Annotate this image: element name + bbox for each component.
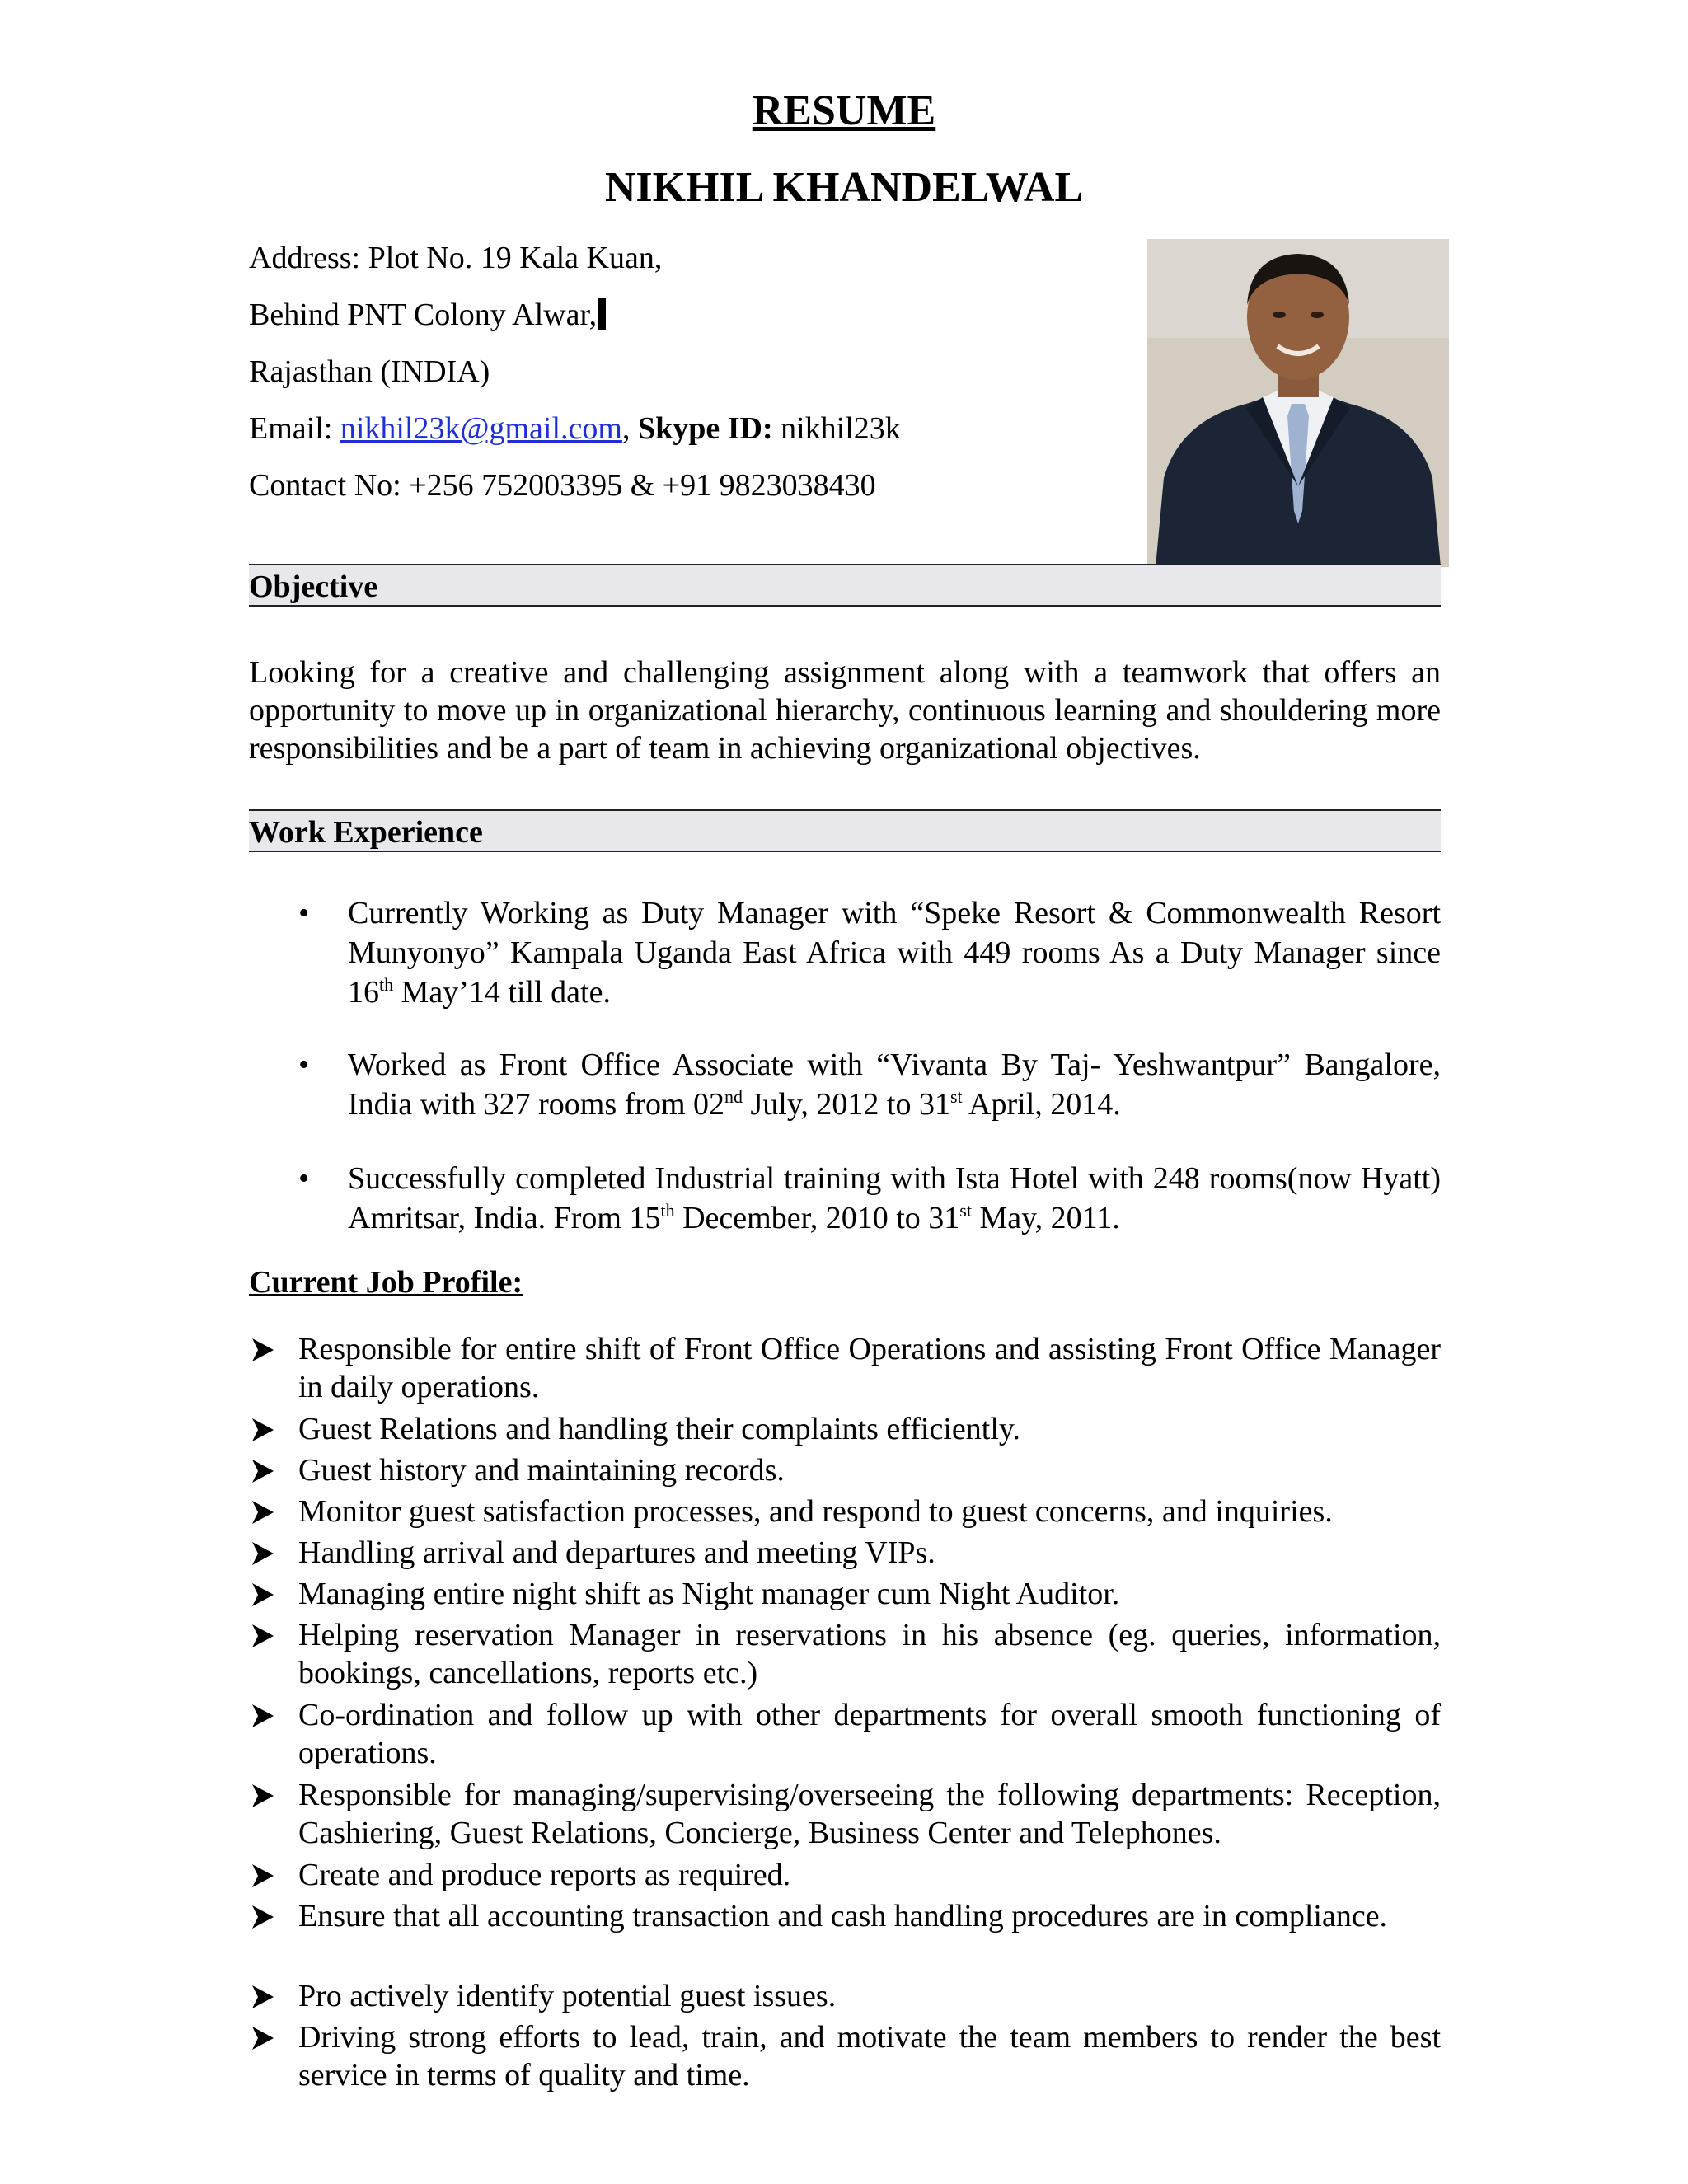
bullet-dot-icon: •: [298, 1161, 310, 1196]
arrowhead-bullet-icon: [249, 1696, 282, 1736]
text-cursor-mark: [598, 298, 606, 330]
profile-photo: [1147, 239, 1449, 567]
current-job-profile-heading: Current Job Profile:: [249, 1265, 523, 1300]
skype-id: nikhil23k: [772, 411, 901, 446]
work-experience-text: [348, 1159, 1441, 1238]
arrowhead-bullet-icon: [249, 1575, 282, 1615]
work-text-part: Worked as Front Office Associate with “Vivanta By Taj- Yeshwantpur” Bangalore, India with 327 rooms from 02: [348, 1047, 1441, 1122]
arrowhead-bullet-icon: [249, 1493, 282, 1532]
skype-label: Skype ID:: [637, 411, 773, 446]
arrowhead-bullet-icon: [249, 1330, 282, 1370]
portrait-image: [1147, 239, 1449, 567]
work-text-part: Successfully completed Industrial training with Ista Hotel with 248 rooms(now Hyatt) Amritsar, India. From 15: [348, 1161, 1441, 1235]
arrowhead-bullet-icon: [249, 2018, 282, 2058]
bullet-dot-icon: •: [298, 1047, 310, 1082]
job-profile-text: Guest history and maintaining records.: [298, 1453, 785, 1488]
document-title: RESUME: [752, 87, 936, 134]
ordinal-suffix: nd: [724, 1086, 743, 1107]
work-text-part: May, 2011.: [971, 1201, 1120, 1235]
work-experience-text: [348, 893, 1441, 1012]
address-line-1: Address: Plot No. 19 Kala Kuan,: [249, 241, 663, 275]
work-experience-heading: Work Experience: [249, 809, 1441, 852]
job-profile-text: Responsible for managing/supervising/overseeing the following departments: Reception, Cashiering, Guest Relations, Concierge, Business Center and Telephones.: [298, 1778, 1441, 1850]
job-profile-text: Responsible for entire shift of Front Office Operations and assisting Front Office Manager in daily operations.: [298, 1332, 1441, 1404]
arrowhead-bullet-icon: [249, 1534, 282, 1573]
job-profile-text: Ensure that all accounting transaction and cash handling procedures are in compliance.: [298, 1899, 1388, 1933]
job-profile-text: Helping reservation Manager in reservations in his absence (eg. queries, information, bookings, cancellations, reports etc.): [298, 1618, 1441, 1690]
email-line: [249, 410, 901, 448]
candidate-name: NIKHIL KHANDELWAL: [604, 164, 1084, 211]
phone-line: Contact No: +256 752003395 & +91 9823038430: [249, 468, 876, 503]
objective-text: Looking for a creative and challenging assignment along with a teamwork that offers an opportunity to move up in organizational hierarchy, continuous learning and shouldering more responsibilities and be a part of team in achieving organizational objectives.: [249, 655, 1441, 766]
arrowhead-bullet-icon: [249, 1616, 282, 1656]
job-profile-text: Pro actively identify potential guest issues.: [298, 1979, 837, 2013]
arrowhead-bullet-icon: [249, 1451, 282, 1491]
arrowhead-bullet-icon: [249, 1410, 282, 1450]
address-line-2: [249, 296, 606, 334]
job-profile-text: Handling arrival and departures and meeting VIPs.: [298, 1535, 935, 1570]
arrowhead-bullet-icon: [249, 1856, 282, 1896]
job-profile-text: Co-ordination and follow up with other departments for overall smooth functioning of operations.: [298, 1698, 1441, 1770]
email-label: Email:: [249, 411, 340, 446]
ordinal-suffix: th: [660, 1200, 675, 1221]
work-experience-text: [348, 1045, 1441, 1124]
arrowhead-bullet-icon: [249, 1977, 282, 2017]
work-text-part: July, 2012 to 31: [743, 1087, 950, 1122]
job-profile-text: Driving strong efforts to lead, train, and motivate the team members to render the best service in terms of quality and time.: [298, 2020, 1441, 2093]
ordinal-suffix: st: [959, 1200, 972, 1221]
job-profile-text: Create and produce reports as required.: [298, 1858, 791, 1892]
arrowhead-bullet-icon: [249, 1897, 282, 1937]
job-profile-text: Managing entire night shift as Night manager cum Night Auditor.: [298, 1577, 1120, 1611]
bullet-dot-icon: •: [298, 896, 310, 930]
ordinal-suffix: th: [379, 974, 394, 995]
work-text-part: Currently Working as Duty Manager with “Speke Resort & Commonwealth Resort Munyonyo” Kampala Uganda East Africa with 449 rooms As a Duty Manager since 16: [348, 896, 1441, 1010]
email-link[interactable]: nikhil23k@gmail.com: [340, 411, 622, 446]
email-separator: ,: [621, 411, 638, 446]
objective-heading: Objective: [249, 564, 1441, 607]
ordinal-suffix: st: [950, 1086, 963, 1107]
job-profile-text: Guest Relations and handling their complaints efficiently.: [298, 1412, 1020, 1446]
work-text-part: December, 2010 to 31: [674, 1201, 960, 1235]
address-line-3: Rajasthan (INDIA): [249, 354, 490, 389]
work-text-part: April, 2014.: [962, 1087, 1121, 1122]
address-line-2-text: Behind PNT Colony Alwar,: [249, 298, 598, 332]
work-text-part: May’14 till date.: [393, 975, 611, 1010]
arrowhead-bullet-icon: [249, 1776, 282, 1816]
job-profile-text: Monitor guest satisfaction processes, and respond to guest concerns, and inquiries.: [298, 1494, 1333, 1529]
